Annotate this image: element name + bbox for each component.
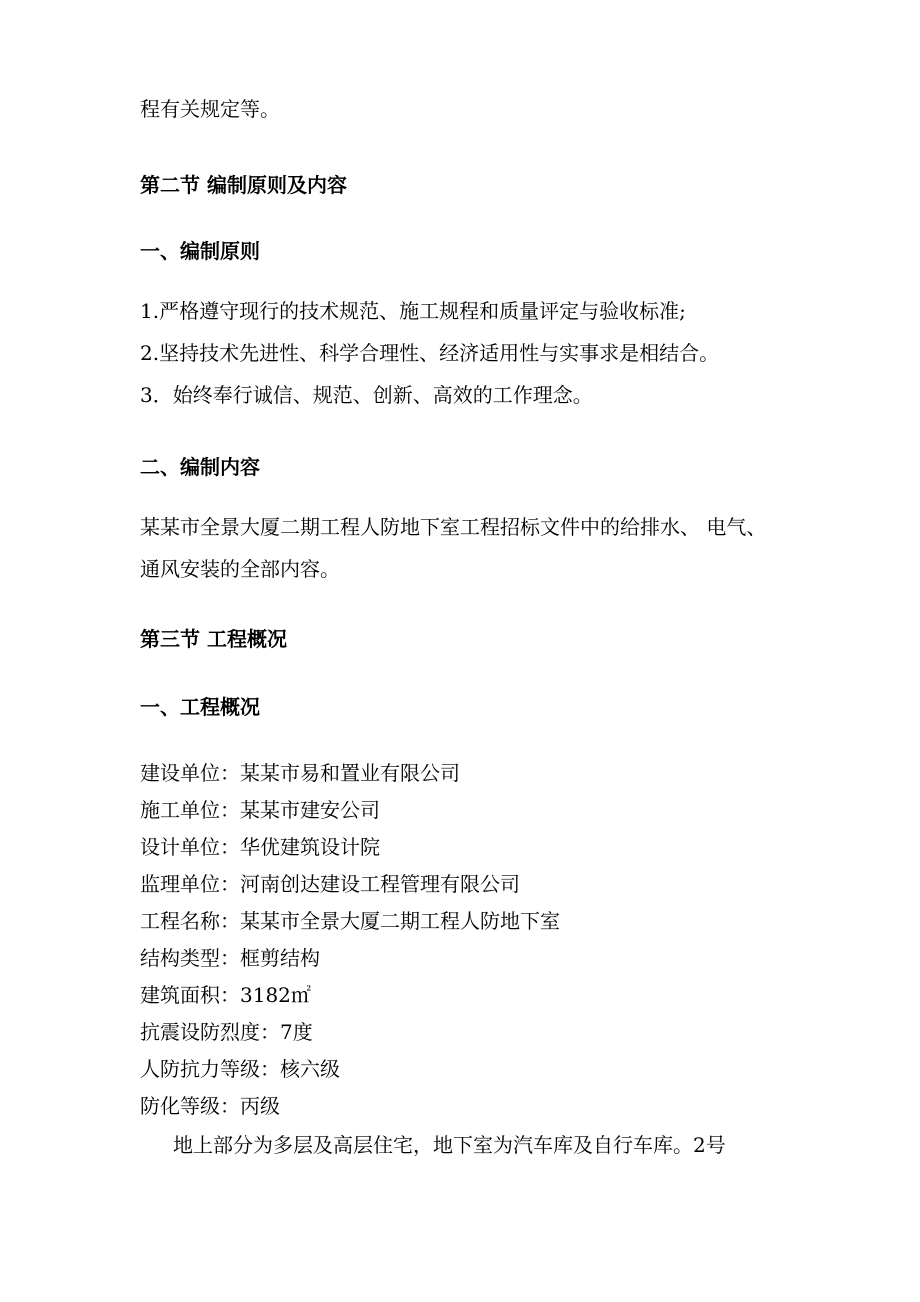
section-2-heading: 第二节 编制原则及内容 [140,173,347,197]
field-supervision-unit: 监理单位：河南创达建设工程管理有限公司 [140,872,520,896]
content-paragraph-line-2: 通风安装的全部内容。 [140,557,340,581]
field-structure-type: 结构类型：框剪结构 [140,946,320,970]
field-building-area: 建筑面积：3182㎡ [140,983,311,1007]
field-project-name: 工程名称：某某市全景大厦二期工程人防地下室 [140,909,560,933]
field-civil-defense-level: 人防抗力等级：核六级 [140,1057,340,1081]
principle-item-1: 1.严格遵守现行的技术规范、施工规程和质量评定与验收标准; [140,299,686,323]
field-chemical-defense-level: 防化等级：丙级 [140,1094,280,1118]
field-construction-unit: 建设单位：某某市易和置业有限公司 [140,761,460,785]
field-contractor: 施工单位：某某市建安公司 [140,798,380,822]
field-seismic-intensity: 抗震设防烈度：7度 [140,1020,313,1044]
section-3-heading: 第三节 工程概况 [140,627,287,651]
principle-item-3: 3．始终奉行诚信、规范、创新、高效的工作理念。 [140,383,593,407]
overview-paragraph: 地上部分为多层及高层住宅，地下室为汽车库及自行车库。2号 [173,1133,726,1157]
field-design-unit: 设计单位：华优建筑设计院 [140,835,380,859]
subsection-overview-heading: 一、工程概况 [140,695,260,719]
subsection-principles-heading: 一、编制原则 [140,239,260,263]
subsection-content-heading: 二、编制内容 [140,455,260,479]
principle-item-2: 2.坚持技术先进性、科学合理性、经济适用性与实事求是相结合。 [140,341,720,365]
content-paragraph-line-1: 某某市全景大厦二期工程人防地下室工程招标文件中的给排水、 电气、 [140,515,767,539]
continuation-text: 程有关规定等。 [140,97,280,121]
